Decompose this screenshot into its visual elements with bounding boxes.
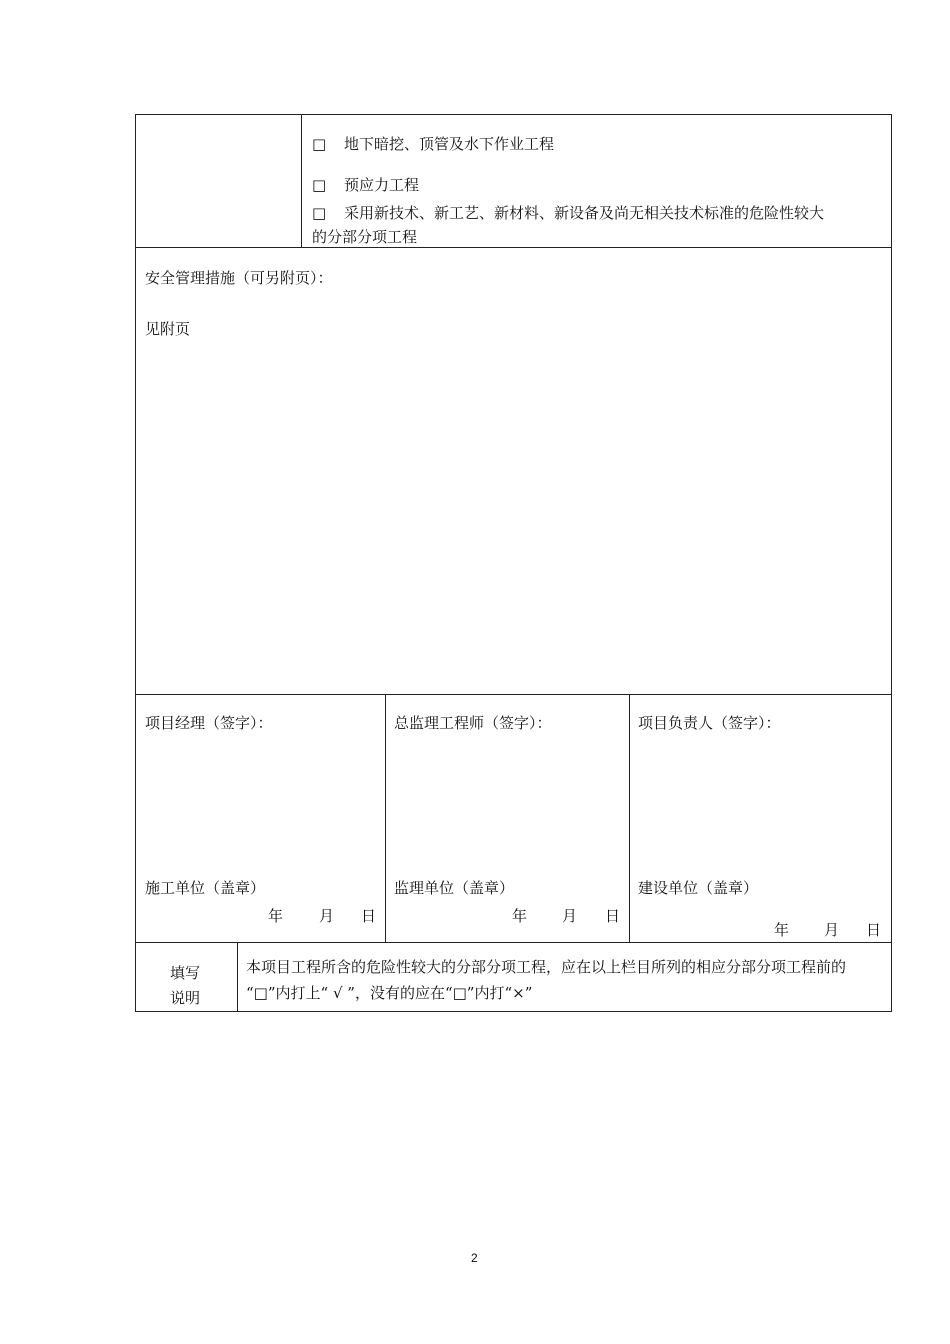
safety-measures-content[interactable]: 见附页 [145, 320, 191, 338]
signature-divider-1 [385, 694, 386, 943]
table-bottom-border [135, 1011, 892, 1012]
date-day-label: 日 [605, 907, 621, 925]
signature-divider-2 [629, 694, 630, 943]
safety-measures-label: 安全管理措施（可另附页）： [145, 269, 333, 287]
date-year-label: 年 [774, 921, 790, 939]
table-left-border [135, 114, 136, 1012]
signature-role-label: 总监理工程师（签字）： [394, 714, 552, 732]
checklist-item-label: 采用新技术、新工艺、新材料、新设备及尚无相关技术标准的危险性较大 [344, 204, 825, 222]
checklist-item-label: 预应力工程 [344, 176, 420, 194]
note-label-line-2: 说明 [170, 989, 201, 1007]
signature-role-label: 项目经理（签字）： [145, 714, 273, 732]
date-month-label: 月 [319, 907, 335, 925]
date-month-label: 月 [562, 907, 578, 925]
checklist-item-label: 地下暗挖、顶管及水下作业工程 [344, 135, 555, 153]
date-year-label: 年 [512, 907, 528, 925]
note-text-line-2: “□”内打上“ √ ”，没有的应在“□”内打“×” [246, 984, 533, 1002]
signature-unit-label: 监理单位（盖章） [394, 879, 515, 897]
checkbox-icon[interactable]: □ [312, 176, 327, 194]
checklist-item-continuation: 的分部分项工程 [312, 228, 418, 246]
signature-role-label: 项目负责人（签字）： [638, 714, 781, 732]
checkbox-icon[interactable]: □ [312, 204, 327, 222]
signature-unit-label: 建设单位（盖章） [638, 879, 759, 897]
date-day-label: 日 [361, 907, 377, 925]
checklist-column-divider [301, 114, 302, 248]
note-label-line-1: 填写 [170, 964, 201, 982]
date-day-label: 日 [866, 921, 882, 939]
table-top-border [135, 114, 892, 115]
signature-unit-label: 施工单位（盖章） [145, 879, 266, 897]
row-divider-signatures [135, 942, 892, 943]
date-month-label: 月 [824, 921, 840, 939]
date-year-label: 年 [268, 907, 284, 925]
checkbox-icon[interactable]: □ [312, 135, 327, 153]
page-number: 2 [471, 1251, 478, 1265]
note-text-line-1: 本项目工程所含的危险性较大的分部分项工程，应在以上栏目所列的相应分部分项工程前的 [246, 958, 847, 976]
table-right-border [891, 114, 892, 1012]
checklist-item [312, 132, 554, 156]
checklist-item [312, 173, 419, 197]
checklist-item [312, 201, 824, 225]
note-label-divider [237, 942, 238, 1012]
row-divider-safety [135, 694, 892, 695]
row-divider-checklist [135, 247, 892, 248]
